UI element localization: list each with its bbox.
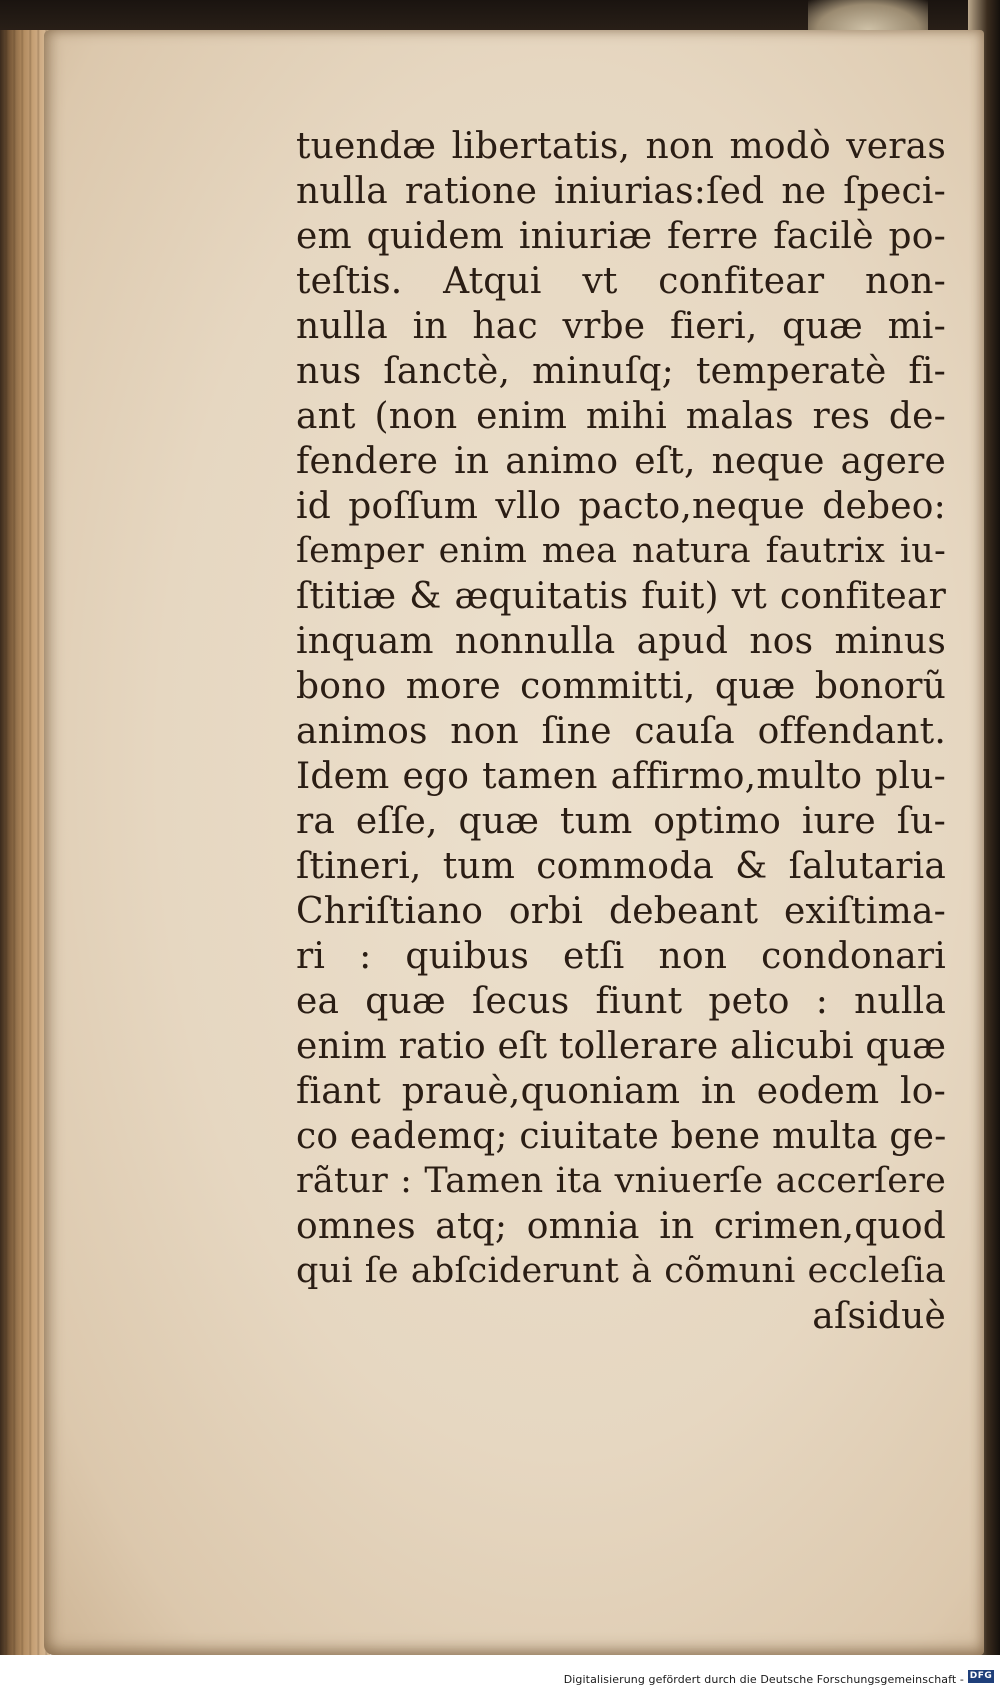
text-line: fiant prauè,quoniam in eodem lo- (296, 1071, 946, 1112)
text-line: Idem ego tamen affirmo,multo plu- (296, 756, 946, 797)
text-line: nulla in hac vrbe fieri, quæ mi- (296, 306, 946, 347)
text-line: Chriſtiano orbi debeant exiſtima- (296, 891, 946, 932)
text-line: ſtitiæ & æquitatis fuit) vt confitear (296, 576, 946, 617)
text-line: teſtis. Atqui vt confitear non- (296, 261, 946, 302)
text-line: ant (non enim mihi malas res de- (296, 396, 946, 437)
text-line: fendere in animo eſt, neque agere (296, 441, 946, 482)
text-line: ſtineri, tum commoda & ſalutaria (296, 846, 946, 887)
text-line: inquam nonnulla apud nos minus (296, 621, 946, 662)
text-line: ra eſſe, quæ tum optimo iure ſu- (296, 801, 946, 842)
text-line: ri : quibus etſi non condonari (296, 936, 946, 977)
text-line: enim ratio eſt tollerare alicubi quæ (296, 1026, 947, 1067)
text-line: em quidem iniuriæ ferre facilè po- (296, 216, 946, 257)
text-line: ea quæ ſecus fiunt peto : nulla (296, 981, 946, 1022)
dfg-logo: DFG (969, 1671, 993, 1681)
text-line: qui ſe abſciderunt à cõmuni eccleſia (296, 1251, 946, 1291)
text-line: animos non ſine cauſa offendant. (296, 711, 946, 752)
text-line: bono more committi, quæ bonorũ (296, 666, 946, 707)
page-text (296, 124, 946, 1339)
text-line: co eademq; ciuitate bene multa ge- (296, 1116, 947, 1157)
text-line: omnes atq; omnia in crimen,quod (296, 1206, 946, 1247)
digitization-credit: Digitalisierung gefördert durch die Deutsche Forschungsgemeinschaft - (563, 1673, 964, 1686)
text-line: nulla ratione iniurias:ſed ne ſpeci- (296, 171, 946, 212)
cover-wear-mark (808, 0, 928, 30)
text-line: nus ſanctè, minuſq; temperatè fi- (296, 351, 946, 392)
text-line: id poſſum vllo pacto,neque debeo: (296, 486, 946, 527)
text-line: ſemper enim mea natura fautrix iu- (296, 531, 946, 571)
text-line: tuendæ libertatis, non modò veras (296, 126, 946, 167)
page-edges (0, 30, 50, 1655)
catchword: aſsiduè (812, 1296, 946, 1337)
text-line: rãtur : Tamen ita vniuerſe accerſere (296, 1161, 946, 1201)
